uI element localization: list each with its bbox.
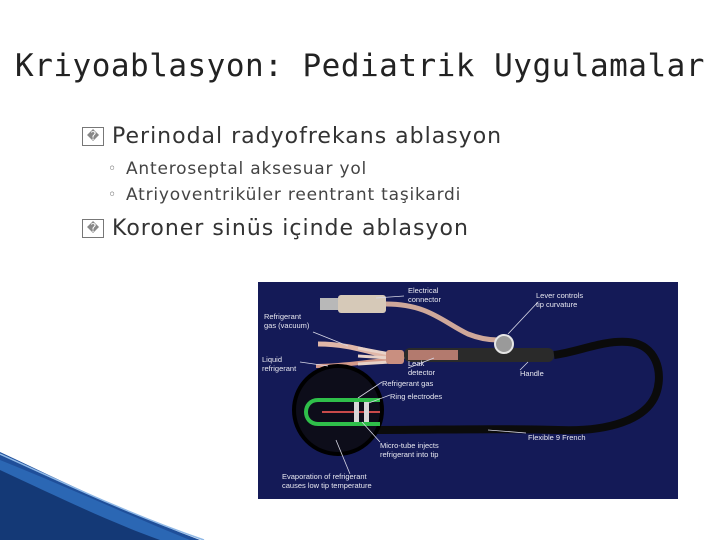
bullet-list [82,116,702,248]
label-leak-detector: detector [408,368,436,377]
corner-decoration [0,440,260,540]
sub-bullet-item [82,182,702,208]
label-evaporation: Evaporation of refrigerant [282,472,367,481]
label-refrigerant-gas: Refrigerant gas [382,379,434,388]
electrical-connector-plug [320,298,340,310]
label-micro-tube: Micro-tube injects [380,441,439,450]
label-lever: tip curvature [536,300,578,309]
ring-electrode [354,402,359,422]
label-lever: Lever controls [536,291,584,300]
ring-electrode [364,402,369,422]
label-refrigerant-gas-vacuum: Refrigerant [264,312,302,321]
label-electrical-connector: connector [408,295,441,304]
bullet-text: Koroner sinüs içinde ablasyon [112,215,469,241]
label-leak-detector: Leak [408,359,425,368]
sub-bullet-marker-icon: ◦ [108,187,118,203]
label-refrigerant-gas-vacuum: gas (vacuum) [264,321,310,330]
bullet-item [82,116,702,156]
sub-bullet-text: Anteroseptal aksesuar yol [126,159,368,179]
cryo-catheter-figure [258,282,678,499]
label-liquid-refrigerant: refrigerant [262,364,297,373]
label-evaporation: causes low tip temperature [282,481,372,490]
label-handle: Handle [520,369,544,378]
label-electrical-connector: Electrical [408,286,439,295]
bullet-marker-icon: � [82,127,104,146]
bullet-marker-icon: � [82,219,104,238]
sub-bullet-item [82,156,702,182]
lever-knob [495,335,513,353]
sub-bullet-marker-icon: ◦ [108,161,118,177]
label-flexible: Flexible 9 French [528,433,586,442]
bullet-text: Perinodal radyofrekans ablasyon [112,123,503,149]
label-micro-tube: refrigerant into tip [380,450,439,459]
label-liquid-refrigerant: Liquid [262,355,283,364]
slide-title: Kriyoablasyon: Pediatrik Uygulamalar [15,48,705,84]
sub-bullet-text: Atriyoventriküler reentrant taşikardi [126,185,462,205]
bullet-item [82,208,702,248]
label-ring-electrodes: Ring electrodes [390,392,443,401]
